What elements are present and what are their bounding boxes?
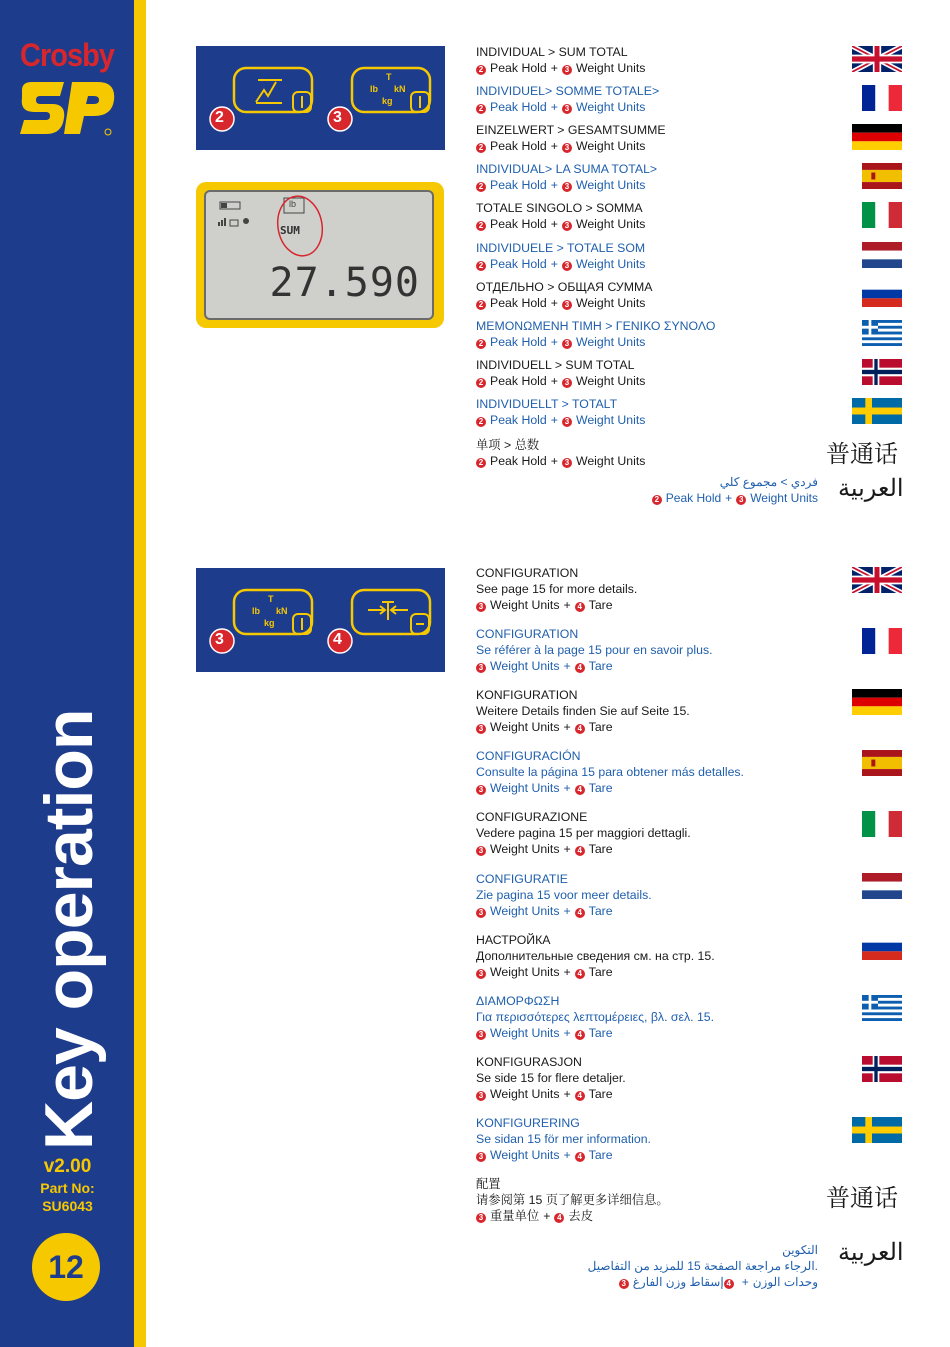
key-name: Tare [588, 1087, 613, 1101]
key-number-badge: 4 [575, 602, 585, 612]
greece-flag-icon [862, 995, 902, 1021]
key-number-badge: 2 [476, 221, 486, 231]
entry-desc: Vedere pagina 15 per maggiori dettagli. [476, 826, 691, 840]
language-entry [476, 318, 836, 350]
key-number-badge: 4 [575, 908, 585, 918]
key-name: Weight Units [490, 904, 560, 918]
keys-illustration [196, 568, 445, 672]
page-title: Key operation [31, 709, 107, 1150]
key-number-badge: 4 [575, 1030, 585, 1040]
entry-keys: 2 Peak Hold + 3 Weight Units [476, 138, 836, 154]
language-entry [476, 122, 836, 154]
key-number-badge: 3 [476, 724, 486, 734]
norway-flag-icon [862, 1056, 902, 1082]
entry-desc: Για περισσότερες λεπτομέρειες, βλ. σελ. 15. [476, 1010, 715, 1024]
language-entry [476, 437, 836, 469]
language-entry [476, 161, 836, 193]
language-label-chinese: 普通话 [826, 441, 898, 468]
entry-keys: 3 وحدات الوزن+4إسقاط وزن الفارغ [588, 1274, 818, 1290]
key-number-badge: 3 [476, 663, 486, 673]
entry-title: 单项 > 总数 [476, 438, 540, 452]
key-name: Peak Hold [490, 413, 547, 427]
entry-title: CONFIGURATIE [476, 872, 568, 886]
key-number-badge: 3 [562, 143, 572, 153]
key-name: Peak Hold [490, 100, 547, 114]
key-number-badge: 4 [554, 1213, 564, 1223]
key-number-badge: 3 [562, 65, 572, 75]
entry-title: INDIVIDUEL> SOMME TOTALE> [476, 84, 660, 98]
key-name: Peak Hold [490, 178, 547, 192]
entry-keys: 3 Weight Units + 4 Tare [476, 1147, 836, 1163]
weight-units-icon-kn: kN [394, 84, 406, 94]
key-name: Weight Units [490, 965, 560, 979]
entry-title: INDIVIDUELL > SUM TOTAL [476, 358, 635, 372]
weight-units-icon-kn: kN [276, 606, 288, 616]
language-entry [476, 83, 836, 115]
language-label-arabic: العربية [838, 475, 904, 502]
key-number-badge: 3 [476, 908, 486, 918]
entry-keys: 3 Weight Units + 4 Tare [476, 1025, 836, 1041]
entry-keys: 2 Peak Hold + 3 Weight Units [652, 490, 818, 506]
key-panel-units-tare [196, 568, 445, 672]
key-name: Tare [588, 1026, 613, 1040]
weight-units-icon-kg: kg [264, 618, 275, 628]
language-label-arabic: العربية [838, 1239, 904, 1266]
netherlands-flag-icon [862, 873, 902, 899]
lcd-unit-indicator: lb [289, 199, 297, 209]
key-number-badge: 3 [562, 104, 572, 114]
entry-desc: Weitere Details finden Sie auf Seite 15. [476, 704, 690, 718]
key-number-badge: 3 [476, 846, 486, 856]
entry-desc: See page 15 for more details. [476, 582, 638, 596]
key-number-badge: 4 [575, 969, 585, 979]
france-flag-icon [862, 628, 902, 654]
page-number: 12 [32, 1233, 100, 1301]
key-name: Weight Units [575, 374, 646, 388]
entry-desc: Дополнительные сведения см. на стр. 15. [476, 949, 715, 963]
weight-units-icon-lb: lb [370, 84, 378, 94]
key-name: Weight Units [575, 454, 646, 468]
key-name: Weight Units [490, 659, 560, 673]
language-entry [476, 1115, 836, 1163]
weight-units-icon-kg: kg [382, 96, 393, 106]
entry-title: CONFIGURATION [476, 627, 579, 641]
key-name: Weight Units [490, 842, 560, 856]
entry-desc: الرجاء مراجعة الصفحة 15 للمزيد من التفاصيل. [587, 1259, 818, 1273]
entry-keys: 3 Weight Units + 4 Tare [476, 597, 836, 613]
entry-title: فردي > مجموع كلي [719, 475, 818, 489]
russia-flag-icon [862, 934, 902, 960]
key-number-badge: 2 [476, 104, 486, 114]
france-flag-icon [862, 85, 902, 111]
key-number-badge: 2 [476, 417, 486, 427]
language-entry [476, 44, 836, 76]
key-number-badge: 3 [476, 1213, 486, 1223]
entry-title: KONFIGURATION [476, 688, 578, 702]
entry-keys: 3 Weight Units + 4 Tare [476, 841, 836, 857]
key-number-badge: 3 [619, 1279, 629, 1289]
key-number-badge: 2 [476, 378, 486, 388]
key-number-badge: 3 [476, 785, 486, 795]
key-number-badge: 4 [575, 663, 585, 673]
key-number-badge: 2 [476, 65, 486, 75]
key-number-badge: 3 [476, 1152, 486, 1162]
language-entry [476, 687, 836, 735]
part-number: SU6043 [42, 1198, 93, 1214]
entry-keys: 2 Peak Hold + 3 Weight Units [476, 60, 836, 76]
lcd-screen [204, 190, 434, 320]
entry-title: НАСТРОЙКА [476, 933, 551, 947]
peak-hold-icon [256, 80, 282, 103]
key-name: Weight Units [490, 781, 560, 795]
key-name: Weight Units [490, 598, 560, 612]
key-number-badge: 4 [575, 724, 585, 734]
sweden-flag-icon [852, 1117, 902, 1143]
keys-illustration [196, 46, 445, 150]
language-entry [476, 279, 836, 311]
key-name: Weight Units [490, 1087, 560, 1101]
entry-title: INDIVIDUELE > TOTALE SOM [476, 241, 646, 255]
key-name: Peak Hold [490, 454, 547, 468]
key-name: Tare [588, 659, 613, 673]
key-number-badge: 3 [476, 602, 486, 612]
sidebar-stripe [134, 0, 146, 1347]
key-name: Weight Units [575, 217, 646, 231]
netherlands-flag-icon [862, 242, 902, 268]
germany-flag-icon [852, 689, 902, 715]
key-name: Peak Hold [490, 217, 547, 231]
key-number-badge: 4 [575, 785, 585, 795]
entry-keys: 2 Peak Hold + 3 Weight Units [476, 334, 836, 350]
key-name: Peak Hold [490, 374, 547, 388]
arabic-entry [588, 1242, 818, 1290]
weight-units-icon-t: T [268, 594, 274, 604]
greece-flag-icon [862, 320, 902, 346]
key-number-badge: 3 [562, 417, 572, 427]
key-number-badge: 3 [476, 969, 486, 979]
key-number-badge: 3 [215, 631, 224, 648]
language-entry [476, 565, 836, 613]
entry-title: KONFIGURERING [476, 1116, 580, 1130]
key-name: Tare [588, 598, 613, 612]
key-name: Weight Units [575, 257, 646, 271]
language-entry [476, 993, 836, 1041]
key-name: Weight Units [490, 720, 560, 734]
entry-keys: 3 重量单位 + 4 去皮 [476, 1208, 836, 1224]
key-number-badge: 4 [575, 846, 585, 856]
entry-keys: 3 Weight Units + 4 Tare [476, 719, 836, 735]
entry-title: INDIVIDUAL> LA SUMA TOTAL> [476, 162, 658, 176]
lcd-reading: 27.590 [269, 260, 420, 306]
key-name: Peak Hold [490, 257, 547, 271]
spain-flag-icon [862, 750, 902, 776]
key-name: Tare [588, 904, 613, 918]
part-label: Part No: [40, 1180, 95, 1196]
key-number-badge: 3 [562, 378, 572, 388]
key-name: Weight Units [575, 296, 646, 310]
entry-title: ОТДЕЛЬНО > ОБЩАЯ СУММА [476, 280, 653, 294]
language-entry [476, 871, 836, 919]
entry-keys: 3 Weight Units + 4 Tare [476, 903, 836, 919]
italy-flag-icon [862, 811, 902, 837]
language-label-chinese: 普通话 [826, 1185, 898, 1212]
sweden-flag-icon [852, 398, 902, 424]
entry-keys: 2 Peak Hold + 3 Weight Units [476, 295, 836, 311]
entry-title: CONFIGURAZIONE [476, 810, 588, 824]
key-name: Tare [588, 1148, 613, 1162]
key-name: Weight Units [575, 178, 646, 192]
key-name: Tare [588, 781, 613, 795]
brand-logo: Crosby [20, 38, 114, 74]
entry-keys: 2 Peak Hold + 3 Weight Units [476, 177, 836, 193]
entry-desc: 请参阅第 15 页了解更多详细信息。 [476, 1193, 669, 1207]
entry-title: ΔΙΑΜΟΡΦΩΣΗ [476, 994, 560, 1008]
key-name: Peak Hold [490, 61, 547, 75]
key-name: Peak Hold [490, 139, 547, 153]
key-name: Weight Units [490, 1026, 560, 1040]
key-number-badge: 4 [724, 1279, 734, 1289]
entry-title: INDIVIDUELLT > TOTALT [476, 397, 618, 411]
entry-title: 配置 [476, 1177, 501, 1191]
key-panel-peak-units [196, 46, 445, 150]
entry-title: التكوين [782, 1243, 818, 1257]
key-number-badge: 3 [562, 182, 572, 192]
key-number-badge: 3 [562, 261, 572, 271]
key-name: Tare [588, 842, 613, 856]
key-number-badge: 3 [562, 339, 572, 349]
language-entry [476, 200, 836, 232]
key-name: Tare [588, 965, 613, 979]
key-number-badge: 2 [476, 300, 486, 310]
language-entry [476, 748, 836, 796]
key-number-badge: 2 [476, 182, 486, 192]
key-number-badge: 4 [333, 631, 342, 648]
key-number-badge: 2 [476, 143, 486, 153]
entry-title: KONFIGURASJON [476, 1055, 582, 1069]
key-number-badge: 2 [476, 458, 486, 468]
key-number-badge: 3 [476, 1030, 486, 1040]
key-name: 去皮 [568, 1209, 593, 1223]
entry-title: INDIVIDUAL > SUM TOTAL [476, 45, 628, 59]
language-entry [476, 240, 836, 272]
key-number-badge: 4 [575, 1152, 585, 1162]
key-number-badge: 2 [215, 109, 224, 126]
key-number-badge: 3 [562, 300, 572, 310]
entry-keys: 2 Peak Hold + 3 Weight Units [476, 256, 836, 272]
key-name: Weight Units [575, 413, 646, 427]
entry-keys: 2 Peak Hold + 3 Weight Units [476, 453, 836, 469]
entry-title: EINZELWERT > GESAMTSUMME [476, 123, 666, 137]
key-number-badge: 3 [562, 221, 572, 231]
key-number-badge: 2 [476, 339, 486, 349]
key-name: Peak Hold [490, 335, 547, 349]
entry-keys: 2 Peak Hold + 3 Weight Units [476, 99, 836, 115]
sp-logo-icon [18, 80, 118, 140]
germany-flag-icon [852, 124, 902, 150]
entry-desc: Se side 15 for flere detaljer. [476, 1071, 626, 1085]
key-number-badge: 3 [736, 495, 746, 505]
russia-flag-icon [862, 281, 902, 307]
key-number-badge: 3 [333, 109, 342, 126]
spain-flag-icon [862, 163, 902, 189]
italy-flag-icon [862, 202, 902, 228]
language-entry [476, 357, 836, 389]
entry-keys: 2 Peak Hold + 3 Weight Units [476, 216, 836, 232]
entry-desc: Se référer à la page 15 pour en savoir plus. [476, 643, 713, 657]
language-entry [476, 932, 836, 980]
key-number-badge: 2 [652, 495, 662, 505]
key-number-badge: 3 [476, 1091, 486, 1101]
version-label: v2.00 [43, 1156, 92, 1177]
entry-title: CONFIGURACIÓN [476, 749, 581, 763]
entry-keys: 2 Peak Hold + 3 Weight Units [476, 373, 836, 389]
language-entry [476, 626, 836, 674]
entry-keys: 3 Weight Units + 4 Tare [476, 780, 836, 796]
tare-icon [368, 602, 408, 620]
key-name: Weight Units [575, 335, 646, 349]
entry-keys: 3 Weight Units + 4 Tare [476, 1086, 836, 1102]
entry-desc: Zie pagina 15 voor meer details. [476, 888, 652, 902]
lcd-display [196, 182, 444, 328]
key-name: Peak Hold [490, 296, 547, 310]
arabic-entry [652, 474, 818, 506]
entry-title: CONFIGURATION [476, 566, 579, 580]
uk-flag-icon [852, 567, 902, 593]
language-entry [476, 1054, 836, 1102]
weight-units-icon-t: T [386, 72, 392, 82]
language-entry [476, 1176, 836, 1224]
entry-desc: Consulte la página 15 para obtener más detalles. [476, 765, 744, 779]
key-number-badge: 3 [562, 458, 572, 468]
entry-keys: 3 Weight Units + 4 Tare [476, 964, 836, 980]
key-name: 重量单位 [490, 1209, 540, 1223]
lcd-sum-indicator: SUM [280, 224, 300, 237]
key-name: Tare [588, 720, 613, 734]
key-number-badge: 2 [476, 261, 486, 271]
key-name: Weight Units [575, 61, 646, 75]
entry-desc: Se sidan 15 för mer information. [476, 1132, 651, 1146]
entry-title: ΜΕΜΟΝΩΜΕΝΗ ΤΙΜΗ > ΓΕΝΙΚΟ ΣΥΝΟΛΟ [476, 319, 716, 333]
key-name: Weight Units [575, 139, 646, 153]
entry-title: TOTALE SINGOLO > SOMMA [476, 201, 643, 215]
key-name: Weight Units [575, 100, 646, 114]
uk-flag-icon [852, 46, 902, 72]
language-entry [476, 396, 836, 428]
weight-units-icon-lb: lb [252, 606, 260, 616]
norway-flag-icon [862, 359, 902, 385]
entry-keys: 2 Peak Hold + 3 Weight Units [476, 412, 836, 428]
key-number-badge: 4 [575, 1091, 585, 1101]
language-entry [476, 809, 836, 857]
key-name: Weight Units [490, 1148, 560, 1162]
entry-keys: 3 Weight Units + 4 Tare [476, 658, 836, 674]
